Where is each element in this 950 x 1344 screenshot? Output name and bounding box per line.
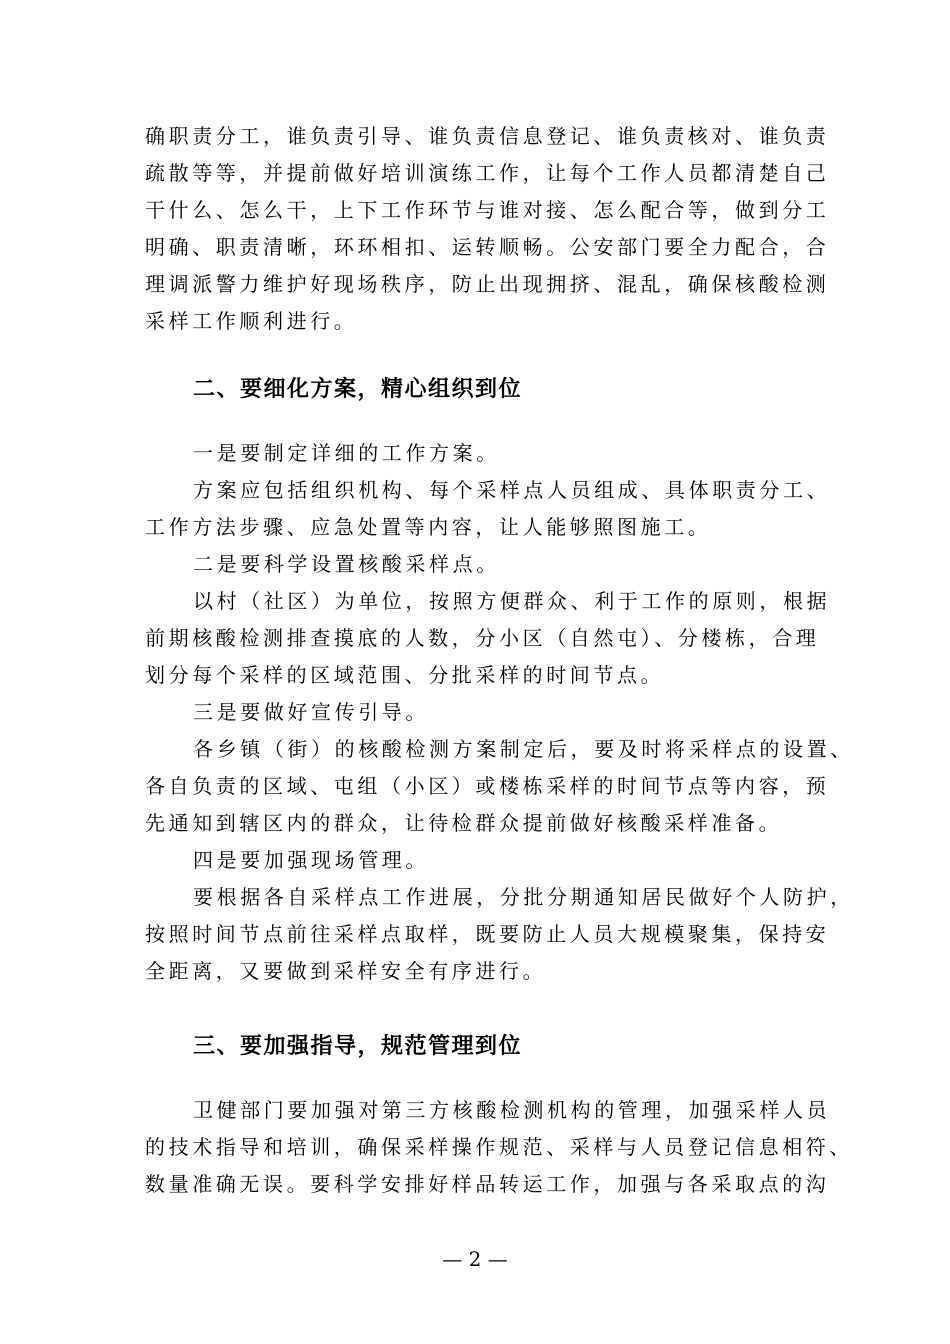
text-line: 卫健部门要加强对第三方核酸检测机构的管理，加强采样人员: [193, 1098, 831, 1122]
text-line: 各乡镇（街）的核酸检测方案制定后，要及时将采样点的设置、: [193, 737, 854, 761]
section3-heading: 三、要加强指导，规范管理到位: [193, 1034, 523, 1059]
subheading-line: 四是要加强现场管理。: [193, 848, 429, 872]
text-line: 各自负责的区域、屯组（小区）或楼栋采样的时间节点等内容，预: [145, 774, 830, 798]
text-line: 前期核酸检测排查摸底的人数，分小区（自然屯）、分楼栋，合理: [145, 626, 820, 650]
text-line: 明确、职责清晰，环环相扣、运转顺畅。公安部门要全力配合，合: [145, 235, 830, 259]
text-line: 的技术指导和培训，确保采样操作规范、采样与人员登记信息相符、: [145, 1135, 853, 1159]
subheading-line: 三是要做好宣传引导。: [193, 700, 429, 724]
text-line: 确职责分工，谁负责引导、谁负责信息登记、谁负责核对、谁负责: [145, 124, 830, 148]
section3-body: [145, 1092, 853, 1203]
subheading-line: 二是要科学设置核酸采样点。: [193, 552, 500, 576]
section1-tail-paragraph: [145, 118, 830, 340]
text-line: 采样工作顺利进行。: [145, 309, 358, 333]
text-line: 干什么、怎么干，上下工作环节与谁对接、怎么配合等，做到分工: [145, 198, 830, 222]
text-line: 以村（社区）为单位，按照方便群众、利于工作的原则，根据: [193, 589, 831, 613]
text-line: 工作方法步骤、应急处置等内容，让人能够照图施工。: [145, 515, 712, 539]
subheading-line: 一是要制定详细的工作方案。: [193, 441, 500, 465]
text-line: 疏散等等，并提前做好培训演练工作，让每个工作人员都清楚自己: [145, 161, 830, 185]
page-number: — 2 —: [442, 1247, 508, 1271]
section2-body: [145, 435, 854, 990]
text-line: 要根据各自采样点工作进展，分批分期通知居民做好个人防护，: [193, 885, 854, 909]
section2-heading: 二、要细化方案，精心组织到位: [193, 377, 523, 402]
text-line: 理调派警力维护好现场秩序，防止出现拥挤、混乱，确保核酸检测: [145, 272, 830, 296]
text-line: 按照时间节点前往采样点取样，既要防止人员大规模聚集，保持安: [145, 922, 830, 946]
text-line: 方案应包括组织机构、每个采样点人员组成、具体职责分工、: [193, 478, 831, 502]
text-line: 全距离，又要做到采样安全有序进行。: [145, 959, 547, 983]
text-line: 数量准确无误。要科学安排好样品转运工作，加强与各采取点的沟: [145, 1172, 830, 1196]
text-line: 划分每个采样的区域范围、分批采样的时间节点。: [145, 663, 665, 687]
text-line: 先通知到辖区内的群众，让待检群众提前做好核酸采样准备。: [145, 811, 783, 835]
